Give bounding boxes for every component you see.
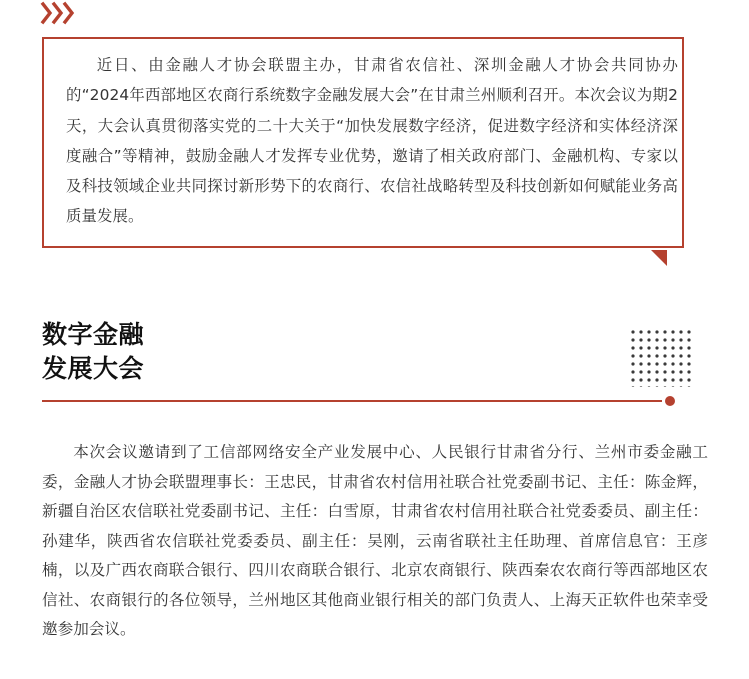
grid-dot [679, 338, 682, 341]
grid-dot [631, 330, 634, 333]
grid-dot [687, 338, 690, 341]
grid-dot [663, 362, 666, 365]
grid-dot [647, 346, 650, 349]
grid-dot [663, 386, 666, 387]
section-divider [42, 400, 662, 402]
grid-dot [639, 354, 642, 357]
grid-dot [663, 354, 666, 357]
grid-dot [671, 330, 674, 333]
grid-dot [655, 354, 658, 357]
grid-dot [679, 378, 682, 381]
divider-dot [665, 396, 675, 406]
grid-dot [647, 338, 650, 341]
corner-triangle-icon [651, 250, 667, 266]
grid-dot [655, 330, 658, 333]
grid-dot [655, 378, 658, 381]
section-title [42, 318, 144, 386]
grid-dot [655, 338, 658, 341]
intro-paragraph: 近日、由金融人才协会联盟主办，甘肃省农信社、深圳金融人才协会共同协办的“2024年西部地区农商行系统数字金融发展大会”在甘肃兰州顺利召开。本次会议为期2天，大会认真贯彻落实党的二十大关于“加快发展数字经济，促进数字经济和实体经济深度融合”等精神，鼓励金融人才发挥专业优势，邀请了相关政府部门、金融机构、专家以及科技领域企业共同探讨新形势下的农商行、农信社战略转型及科技创新如何赋能业务高质量发展。 [66, 56, 678, 226]
grid-dot [631, 338, 634, 341]
grid-dot [647, 378, 650, 381]
grid-dot [639, 378, 642, 381]
section-title-line-1: 数字金融 [42, 320, 145, 349]
grid-dot [663, 330, 666, 333]
grid-dot [655, 386, 658, 387]
grid-dot [639, 346, 642, 349]
grid-dot [671, 386, 674, 387]
grid-dot [663, 378, 666, 381]
grid-dot [647, 330, 650, 333]
grid-dot [631, 354, 634, 357]
grid-dot [671, 354, 674, 357]
grid-dot [639, 338, 642, 341]
grid-dot [639, 370, 642, 373]
grid-dot [647, 354, 650, 357]
dot-grid-icon [630, 329, 692, 387]
grid-dot [671, 346, 674, 349]
grid-dot [671, 370, 674, 373]
grid-dot [631, 386, 634, 387]
grid-dot [687, 386, 690, 387]
grid-dot [687, 330, 690, 333]
grid-dot [631, 362, 634, 365]
grid-dot [655, 362, 658, 365]
grid-dot [671, 338, 674, 341]
grid-dot [647, 362, 650, 365]
grid-dot [663, 370, 666, 373]
grid-dot [631, 378, 634, 381]
grid-dot [679, 354, 682, 357]
grid-dot [671, 362, 674, 365]
grid-dot [639, 386, 642, 387]
triple-chevron-right-icon [40, 0, 80, 26]
grid-dot [687, 362, 690, 365]
grid-dot [663, 346, 666, 349]
grid-dot [639, 362, 642, 365]
grid-dot [647, 386, 650, 387]
grid-dot [655, 346, 658, 349]
grid-dot [679, 386, 682, 387]
grid-dot [687, 346, 690, 349]
grid-dot [679, 362, 682, 365]
grid-dot [687, 378, 690, 381]
grid-dot [639, 330, 642, 333]
grid-dot [655, 370, 658, 373]
grid-dot [679, 330, 682, 333]
grid-dot [687, 354, 690, 357]
grid-dot [631, 346, 634, 349]
grid-dot [631, 370, 634, 373]
grid-dot [671, 378, 674, 381]
body-paragraph: 本次会议邀请到了工信部网络安全产业发展中心、人民银行甘肃省分行、兰州市委金融工委，金融人才协会联盟理事长：王忠民，甘肃省农村信用社联合社党委副书记、主任：陈金辉，新疆自治区农信联社党委副书记、主任：白雪原，甘肃省农村信用社联合社党委委员、副主任：孙建华，陕西省农信联社党委委员、副主任：吴刚，云南省联社主任助理、首席信息官：王彦楠，以及广西农商联合银行、四川农商联合银行、北京农商银行、陕西秦农农商行等西部地区农信社、农商银行的各位领导，兰州地区其他商业银行相关的部门负责人、上海天正软件也荣幸受邀参加会议。 [42, 443, 708, 638]
grid-dot [663, 338, 666, 341]
grid-dot [679, 346, 682, 349]
section-title-line-2: 发展大会 [42, 354, 145, 383]
grid-dot [647, 370, 650, 373]
grid-dot [687, 370, 690, 373]
grid-dot [679, 370, 682, 373]
